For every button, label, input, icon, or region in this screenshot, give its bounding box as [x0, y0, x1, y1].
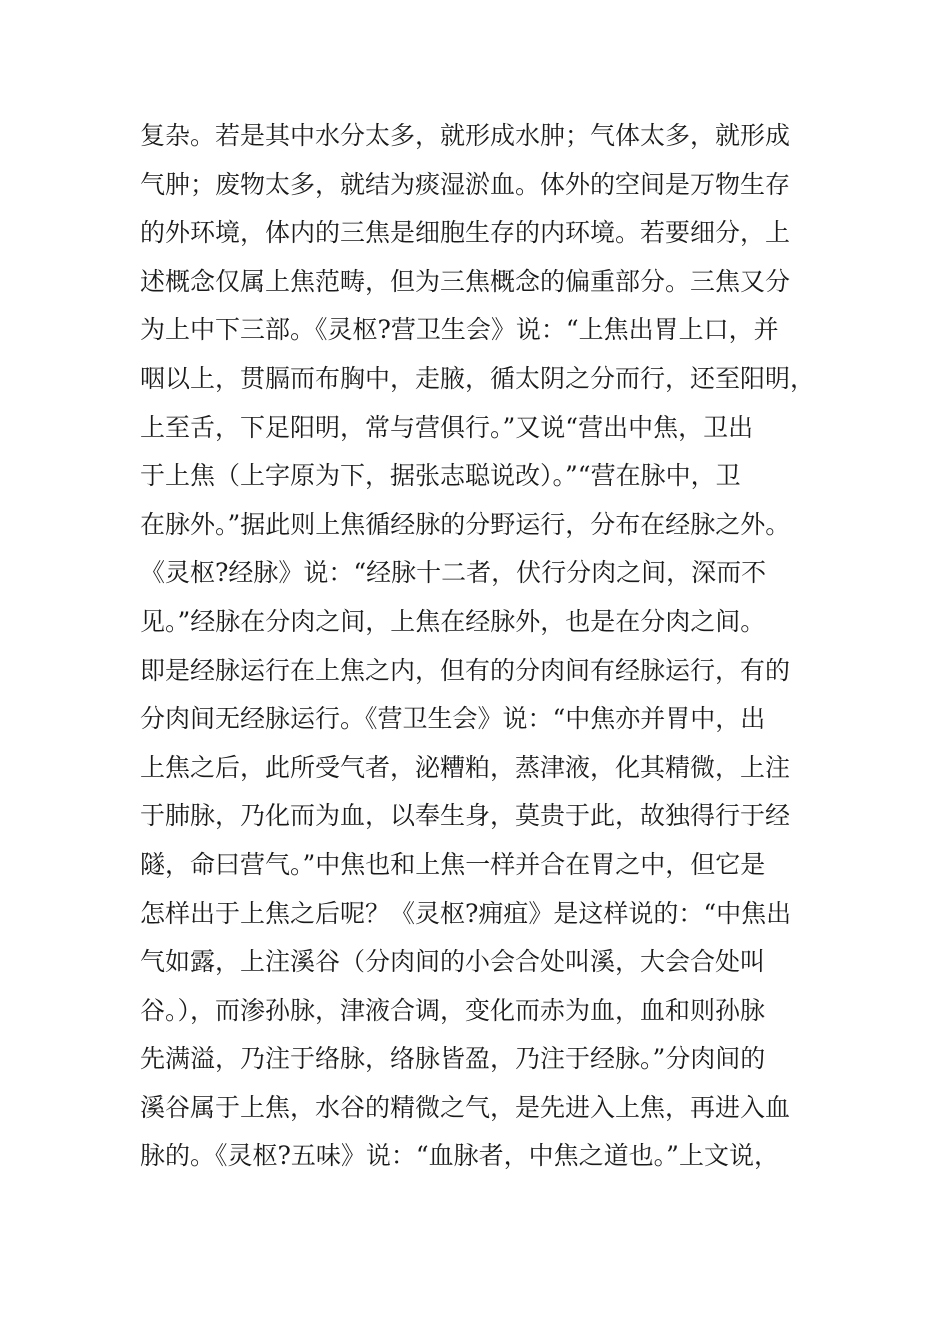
text-line: 气如露，上注溪谷（分肉间的小会合处叫溪，大会合处叫 — [140, 947, 766, 977]
text-line: 先满溢，乃注于络脉，络脉皆盈，乃注于经脉。”分肉间的 — [140, 1044, 766, 1074]
text-line: 见。”经脉在分肉之间，上焦在经脉外，也是在分肉之间。 — [140, 606, 766, 636]
text-line: 脉的。《灵枢?五味》说：“血脉者，中焦之道也。”上文说， — [140, 1141, 779, 1171]
text-line: 咽以上，贯膈而布胸中，走腋，循太阴之分而行，还至阳明， — [140, 363, 816, 393]
text-line: 即是经脉运行在上焦之内，但有的分肉间有经脉运行，有的 — [140, 655, 791, 685]
text-line: 气肿；废物太多，就结为痰湿淤血。体外的空间是万物生存 — [140, 169, 791, 199]
text-line: 分肉间无经脉运行。《营卫生会》说：“中焦亦并胃中，出 — [140, 704, 766, 734]
text-line: 于肺脉，乃化而为血，以奉生身，莫贵于此，故独得行于经 — [140, 801, 791, 831]
text-line: 述概念仅属上焦范畴，但为三焦概念的偏重部分。三焦又分 — [140, 266, 791, 296]
text-line: 上至舌，下足阳明，常与营俱行。”又说“营出中焦，卫出 — [140, 412, 754, 442]
text-line: 在脉外。”据此则上焦循经脉的分野运行，分布在经脉之外。 — [140, 509, 791, 539]
text-line: 于上焦（上字原为下，据张志聪说改）。”“营在脉中，卫 — [140, 461, 741, 491]
text-line: 上焦之后，此所受气者，泌糟粕，蒸津液，化其精微，上注 — [140, 752, 791, 782]
text-line: 怎样出于上焦之后呢？《灵枢?痈疽》是这样说的：“中焦出 — [140, 898, 792, 928]
text-line: 的外环境，体内的三焦是细胞生存的内环境。若要细分，上 — [140, 218, 791, 248]
text-line: 为上中下三部。《灵枢?营卫生会》说：“上焦出胃上口，并 — [140, 315, 779, 345]
text-line: 谷。），而渗孙脉，津液合调，变化而赤为血，血和则孙脉 — [140, 995, 766, 1025]
text-line: 溪谷属于上焦，水谷的精微之气，是先进入上焦，再进入血 — [140, 1092, 791, 1122]
body-text — [140, 112, 840, 1181]
text-line: 复杂。若是其中水分太多，就形成水肿；气体太多，就形成 — [140, 121, 791, 150]
text-line: 隧，命曰营气。”中焦也和上焦一样并合在胃之中，但它是 — [140, 849, 766, 879]
text-line: 《灵枢?经脉》说：“经脉十二者，伏行分肉之间，深而不 — [140, 558, 767, 588]
